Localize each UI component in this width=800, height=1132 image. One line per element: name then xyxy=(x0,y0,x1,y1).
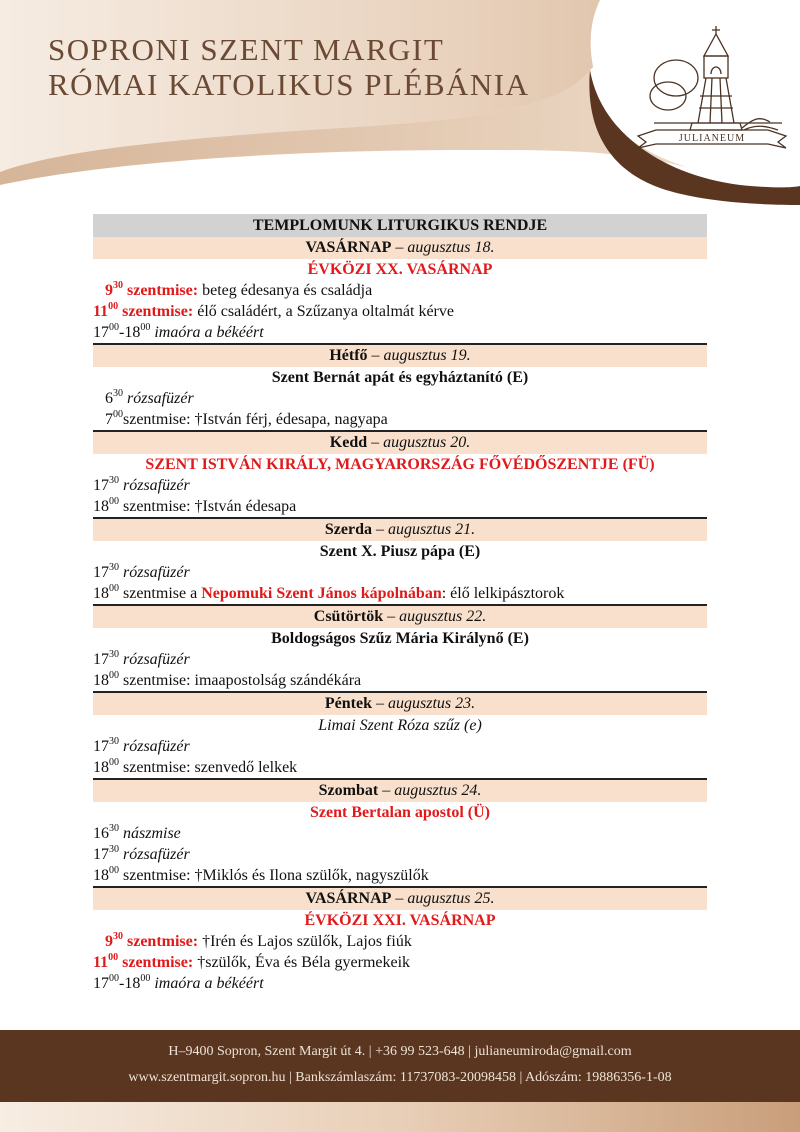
feast-name: Szent X. Piusz pápa xyxy=(319,543,455,560)
day-date: augusztus 21. xyxy=(387,521,476,538)
parish-title xyxy=(48,32,530,102)
item-time: $17^{30}$ xyxy=(93,844,119,863)
title-line-1: SOPRONI SZENT MARGIT xyxy=(48,32,445,67)
schedule-item xyxy=(93,931,707,952)
schedule-item xyxy=(93,280,707,301)
item-text: élő családért, a Szűzanya oltalmát kérve xyxy=(193,303,454,320)
day-date: augusztus 23. xyxy=(387,695,476,712)
mass-label: szentmise: xyxy=(122,954,194,971)
liturgical-schedule xyxy=(93,214,707,994)
day-name: Csütörtök xyxy=(313,608,384,625)
schedule-item xyxy=(93,496,707,517)
item-time: $17^{00}-18^{00}$ xyxy=(93,322,151,341)
day-header: Csütörtök – augusztus 22. xyxy=(93,604,707,628)
title-line-2: RÓMAI KATOLIKUS PLÉBÁNIA xyxy=(48,67,530,102)
schedule-item xyxy=(93,865,707,886)
item-text: rózsafüzér xyxy=(119,564,190,581)
footer xyxy=(0,1030,800,1102)
day-date: augusztus 25. xyxy=(407,890,495,907)
mass-label: szentmise: xyxy=(122,303,194,320)
item-time: $11^{00}$ xyxy=(93,301,119,320)
item-time: $17^{30}$ xyxy=(93,736,119,755)
item-text: szentmise a xyxy=(119,585,202,602)
day-date: augusztus 20. xyxy=(383,434,471,451)
schedule-item xyxy=(93,736,707,757)
feast-rank-badge: (E) xyxy=(506,369,529,386)
schedule-item xyxy=(93,583,707,604)
item-text: szentmise: †Miklós és Ilona szülők, nagyszülők xyxy=(119,867,429,884)
feast-title xyxy=(93,628,707,649)
feast-name: ÉVKÖZI XX. VASÁRNAP xyxy=(307,261,493,278)
day-name: Szombat xyxy=(318,782,379,799)
feast-title xyxy=(93,910,707,931)
day-header: Kedd – augusztus 20. xyxy=(93,430,707,454)
item-text: szentmise: †István férj, édesapa, nagyapa xyxy=(123,411,388,428)
schedule-item xyxy=(93,301,707,322)
day-date: augusztus 18. xyxy=(407,239,495,256)
julianeum-logo xyxy=(632,18,792,168)
item-text: †szülők, Éva és Béla gyermekeik xyxy=(193,954,411,971)
item-text: †Irén és Lajos szülők, Lajos fiúk xyxy=(198,933,412,950)
item-text: szentmise: szenvedő lelkek xyxy=(119,759,298,776)
schedule-item xyxy=(93,388,707,409)
item-time: $6^{30}$ xyxy=(105,388,123,407)
footer-bank-line: www.szentmargit.sopron.hu | Bankszámlaszám: 11737083-20098458 | Adószám: 19886356-1-08 xyxy=(128,1070,672,1085)
feast-name: SZENT ISTVÁN KIRÁLY, MAGYARORSZÁG FŐVÉDŐSZENTJE xyxy=(145,456,619,473)
item-text-2: : élő lelkipásztorok xyxy=(441,585,565,602)
feast-title xyxy=(93,454,707,475)
item-time: $18^{00}$ xyxy=(93,583,119,602)
day-date: augusztus 24. xyxy=(394,782,482,799)
item-time: $18^{00}$ xyxy=(93,865,119,884)
day-header: Szerda – augusztus 21. xyxy=(93,517,707,541)
day-name: VASÁRNAP xyxy=(305,890,392,907)
feast-name: Szent Bernát apát és egyháztanító xyxy=(271,369,503,386)
item-time: $17^{30}$ xyxy=(93,475,119,494)
feast-rank-badge: (E) xyxy=(458,543,481,560)
schedule-item xyxy=(93,952,707,973)
item-text: rózsafüzér xyxy=(119,738,190,755)
footer-contact-line: H–9400 Sopron, Szent Margit út 4. | +36 99 523-648 | julianeumiroda@gmail.com xyxy=(168,1044,632,1059)
item-text: rózsafüzér xyxy=(119,477,190,494)
item-time: $17^{00}-18^{00}$ xyxy=(93,973,151,992)
item-text: rózsafüzér xyxy=(119,846,190,863)
item-text: nászmise xyxy=(119,825,181,842)
item-time: $18^{00}$ xyxy=(93,496,119,515)
item-time: $7^{00}$ xyxy=(105,409,123,428)
schedule-item xyxy=(93,844,707,865)
feast-name: Limai Szent Róza szűz (e) xyxy=(318,717,482,734)
schedule-item xyxy=(93,649,707,670)
item-text: rózsafüzér xyxy=(123,390,194,407)
day-name: Hétfő xyxy=(329,347,368,364)
feast-title xyxy=(93,541,707,562)
day-date: augusztus 19. xyxy=(383,347,471,364)
day-header: VASÁRNAP – augusztus 25. xyxy=(93,886,707,910)
feast-name: ÉVKÖZI XXI. VASÁRNAP xyxy=(304,912,496,929)
item-time: $18^{00}$ xyxy=(93,670,119,689)
mass-label: szentmise: xyxy=(127,933,199,950)
item-text: szentmise: imaapostolság szándékára xyxy=(119,672,362,689)
feast-rank-badge: (FÜ) xyxy=(622,456,655,473)
logo-text: JULIANEUM xyxy=(678,133,746,144)
feast-title xyxy=(93,259,707,280)
day-date: augusztus 22. xyxy=(399,608,487,625)
schedule-item xyxy=(93,322,707,343)
item-text: rózsafüzér xyxy=(119,651,190,668)
day-header: Szombat – augusztus 24. xyxy=(93,778,707,802)
feast-rank-badge: (Ü) xyxy=(467,804,490,821)
item-text: imaóra a békéért xyxy=(150,324,264,341)
footer-bottom-band xyxy=(0,1102,800,1132)
schedule-item xyxy=(93,475,707,496)
item-time: $16^{30}$ xyxy=(93,823,119,842)
feast-title xyxy=(93,802,707,823)
day-header: Péntek – augusztus 23. xyxy=(93,691,707,715)
day-header: VASÁRNAP – augusztus 18. xyxy=(93,237,707,259)
item-time: $9^{30}$ xyxy=(105,280,123,299)
feast-title xyxy=(93,715,707,736)
day-header: Hétfő – augusztus 19. xyxy=(93,343,707,367)
schedule-title: TEMPLOMUNK LITURGIKUS RENDJE xyxy=(93,214,707,237)
schedule-item xyxy=(93,973,707,994)
item-text: szentmise: †István édesapa xyxy=(119,498,297,515)
schedule-item xyxy=(93,670,707,691)
feast-rank-badge: (E) xyxy=(507,630,529,647)
mass-label: szentmise: xyxy=(127,282,199,299)
schedule-item xyxy=(93,757,707,778)
feast-name: Szent Bertalan apostol xyxy=(310,804,464,821)
item-time: $17^{30}$ xyxy=(93,562,119,581)
day-name: Szerda xyxy=(324,521,372,538)
item-time: $9^{30}$ xyxy=(105,931,123,950)
item-text: beteg édesanya és családja xyxy=(198,282,373,299)
location-highlight: Nepomuki Szent János kápolnában xyxy=(201,585,442,602)
item-text: imaóra a békéért xyxy=(150,975,264,992)
day-name: VASÁRNAP xyxy=(305,239,392,256)
schedule-item xyxy=(93,409,707,430)
day-name: Kedd xyxy=(329,434,368,451)
days-list xyxy=(93,237,707,994)
item-time: $18^{00}$ xyxy=(93,757,119,776)
day-name: Péntek xyxy=(324,695,372,712)
schedule-item xyxy=(93,823,707,844)
feast-name: Boldogságos Szűz Mária Királynő xyxy=(271,630,504,647)
item-time: $11^{00}$ xyxy=(93,952,119,971)
item-time: $17^{30}$ xyxy=(93,649,119,668)
schedule-item xyxy=(93,562,707,583)
feast-title xyxy=(93,367,707,388)
